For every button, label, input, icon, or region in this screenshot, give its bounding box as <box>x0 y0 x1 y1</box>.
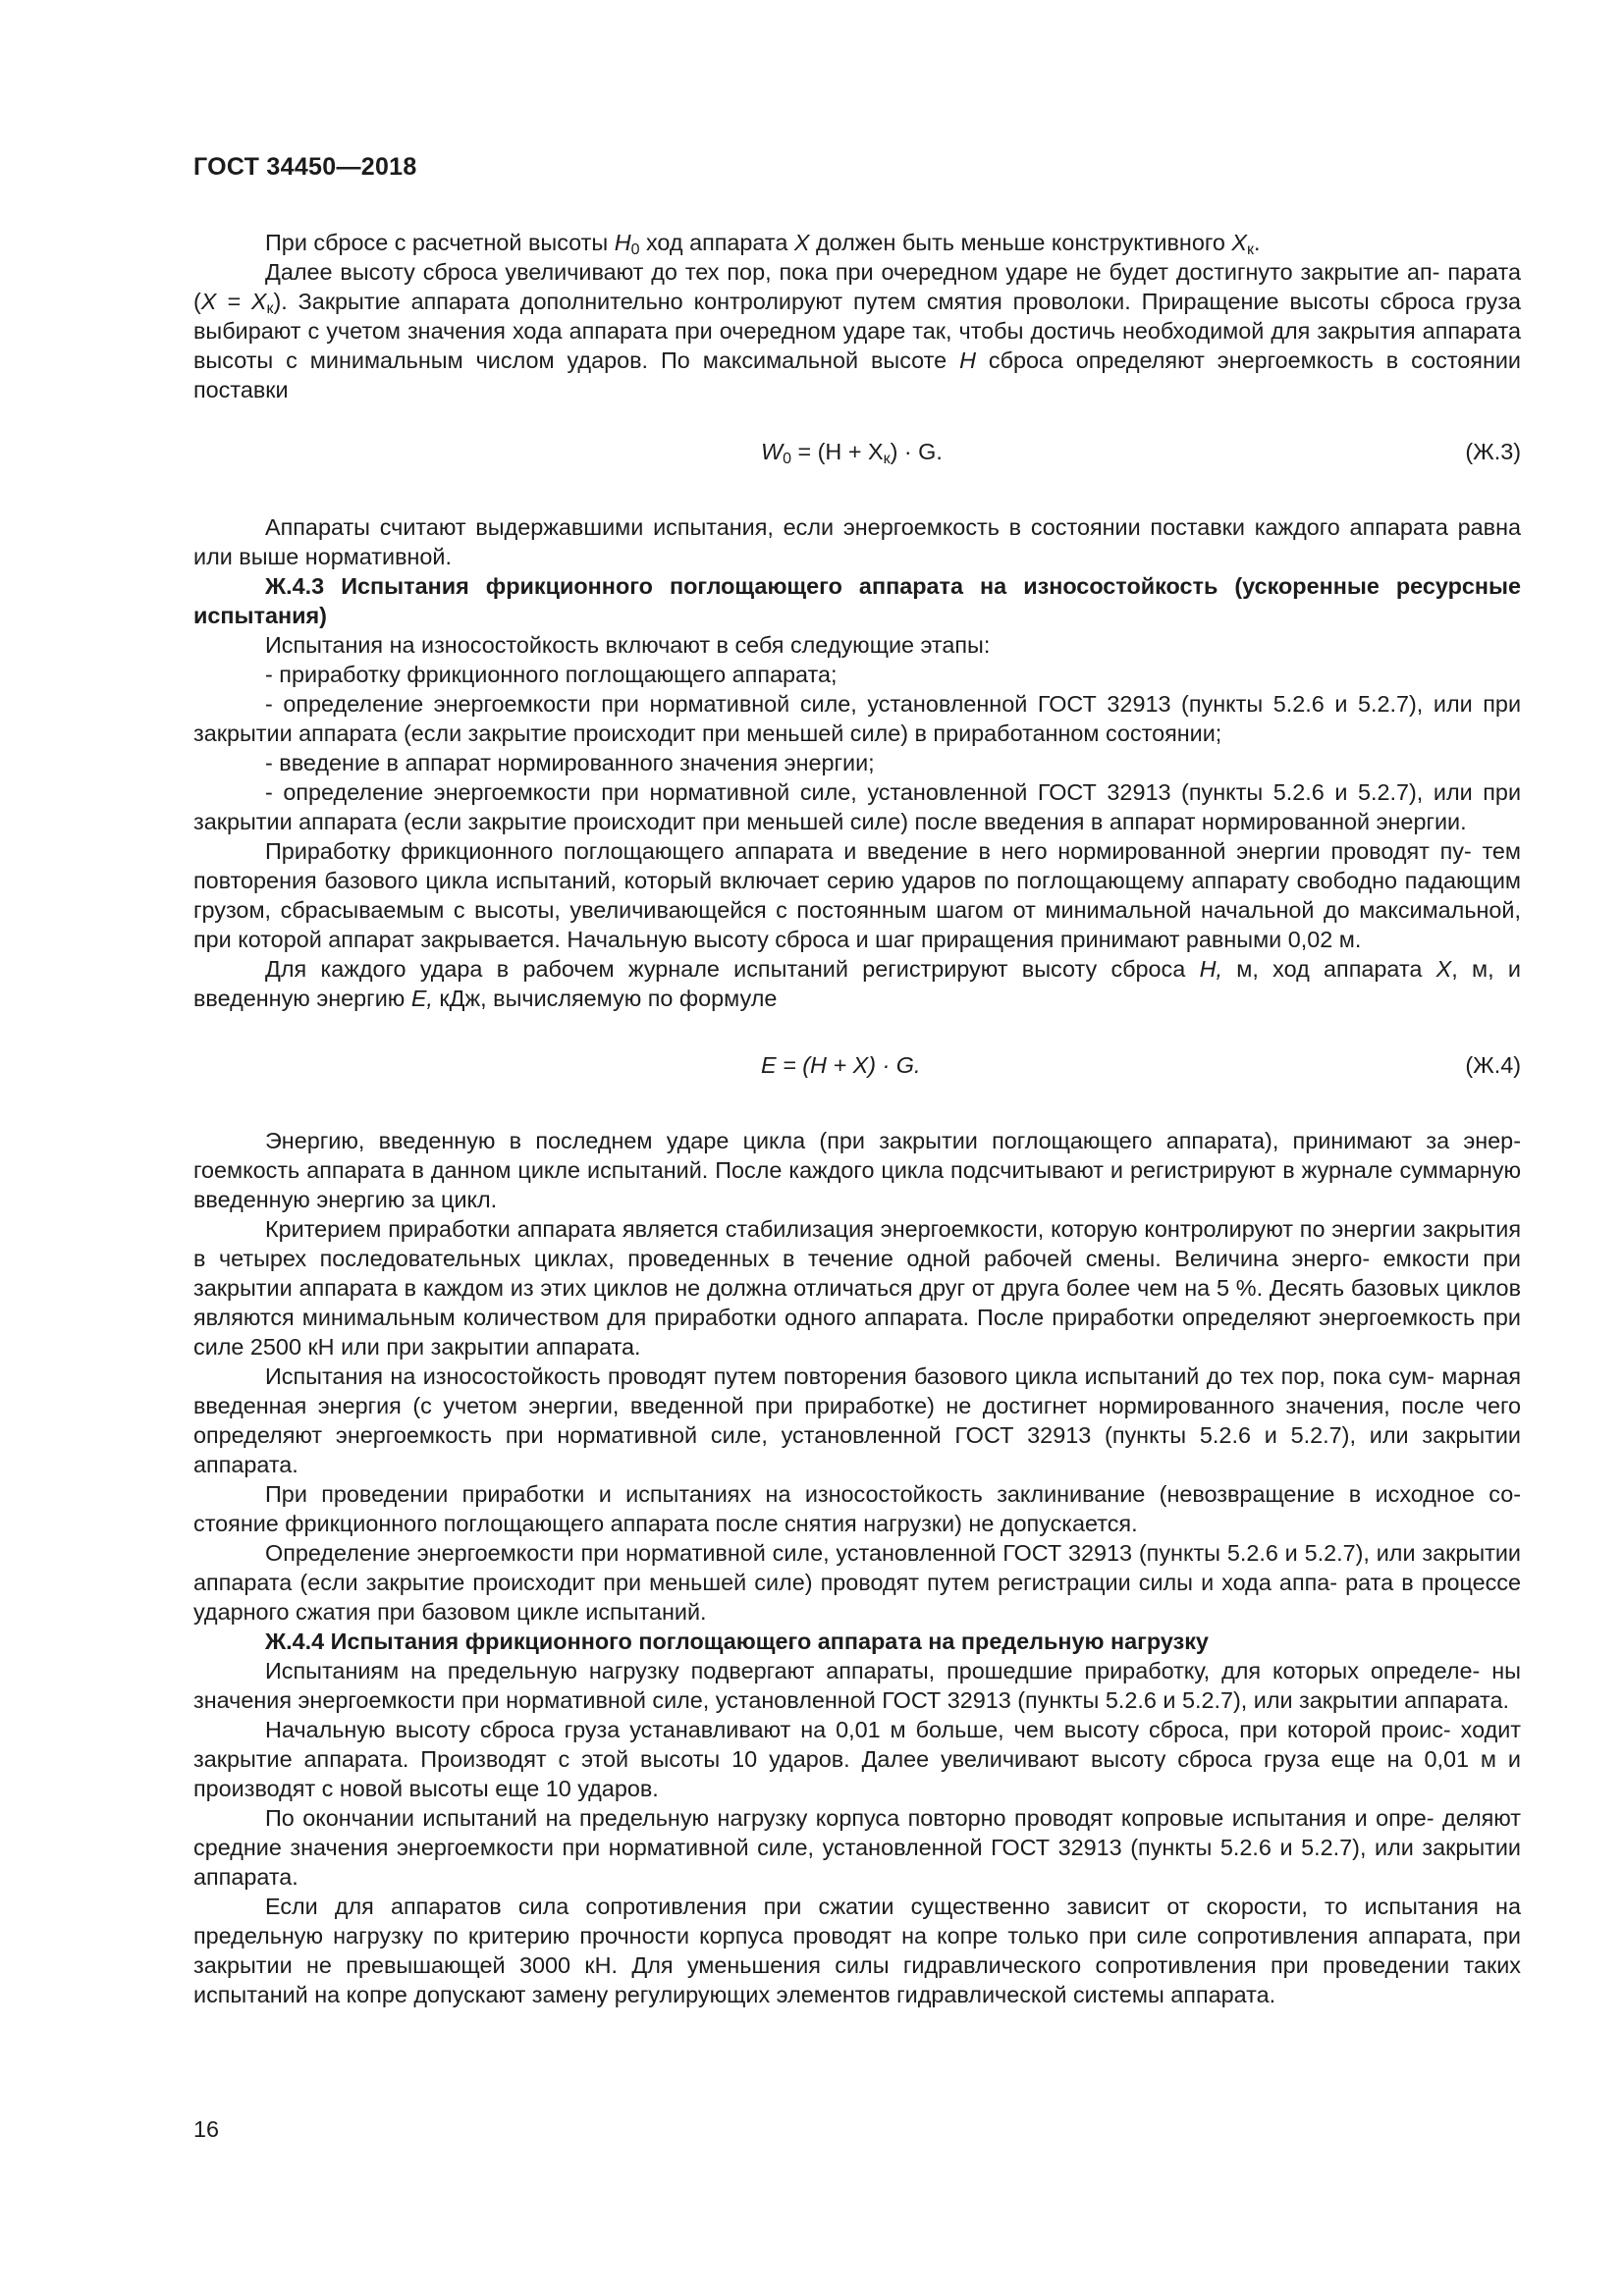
formula-number: (Ж.3) <box>1465 439 1521 464</box>
paragraph-jamming: При проведении приработки и испытаниях на износостойкость заклинивание (невозвращение в исходное со- стояние фрикционного поглощающего аппарата после снятия нагрузки) не допускается. <box>193 1481 1521 1536</box>
paragraph-run-in-criterion: Критерием приработки аппарата является стабилизация энергоемкости, которую контролируют по энергии закрытия в четырех последовательных циклах, проведенных в течение одной рабочей смены. Величина энерго- емкости при закрытии аппарата в каждом из этих циклов не должна отличаться друг от друга более чем на 5 %. Десять базовых циклов являются минимальным количеством для приработки одного аппарата. После приработки определяют энергоемкость при силе 2500 кН или при закрытии аппарата. <box>193 1216 1521 1360</box>
text-span: - определение энергоемкости при нормативной силе, установленной ГОСТ 32913 (пункты 5.2.6 и 5.2.7), или <box>265 691 1473 717</box>
paragraph-drop-height: При сбросе с расчетной высоты $H_0$ ход аппарата X должен быть меньше конструктивного $X_к$. <box>265 230 1261 258</box>
section-heading-zh-4-3: Ж.4.3 Испытания фрикционного поглощающего аппарата на износостойкость (ускоренные ресурсные испытания) <box>193 573 1521 628</box>
list-item <box>193 689 1521 748</box>
text-span: сброса определяют энергоемкость в состоянии поставки <box>193 347 1522 402</box>
text-span: при закрытии аппарата (если закрытие происходит при меньшей силе) после введения в аппарат нормированной энергии. <box>193 779 1522 834</box>
formula-part: = (H + X <box>790 439 884 464</box>
text-span: Для каждого удара в рабочем журнале испытаний регистрируют высоту сброса <box>265 956 1200 982</box>
paragraph-energy-capacity: Энергию, введенную в последнем ударе цикла (при закрытии поглощающего аппарата), принимают за энер- гоемкость аппарата в данном цикле испытаний. После каждого цикла подсчитывают и регистрируют в журнале суммарную введенную энергию за цикл. <box>193 1128 1521 1212</box>
subscript-k: к <box>883 451 891 467</box>
subscript-k: к <box>1246 241 1254 258</box>
paragraph-stages-intro: Испытания на износостойкость включают в себя следующие этапы: <box>265 632 991 658</box>
paragraph-repeat-tests: По окончании испытаний на предельную нагрузку корпуса повторно проводят копровые испытания и опре- деляют средние значения энергоемкости при нормативной силе, установленной ГОСТ 32913 (пункты 5.2.6 и 5.2.7), или закрытии аппарата. <box>193 1805 1521 1890</box>
symbol-h: H <box>614 230 631 255</box>
text-span: ). Закрытие аппарата дополнительно контролируют путем смятия проволоки. Приращение высоты сброса груза выбирают с учетом значения хода аппарата при очередном ударе так, чтобы достичь необходимой для закрытия аппарата высоты с минимальным числом ударов. По максимальной высоте <box>193 289 1521 373</box>
page-number: 16 <box>193 2116 220 2142</box>
formula-zh3 <box>193 437 1521 466</box>
subscript-k: к <box>266 300 274 317</box>
text-span: Далее высоту сброса увеличивают до тех пор, пока при очередном ударе не будет достигнуто закрытие ап- <box>265 259 1440 285</box>
paragraph-hydraulic: Если для аппаратов сила сопротивления при сжатии существенно зависит от скорости, то испытания на предельную нагрузку по критерию прочности корпуса проводят на копре только при силе сопротивления аппарата, при закрытии не превышающей 3000 кН. Для уменьшения силы гидравлического сопротивления при проведении таких испытаний на копре допускают замену регулирующих элементов гидравлической системы аппарата. <box>193 1894 1521 2007</box>
page-body <box>193 228 1521 2009</box>
paragraph-journal <box>193 954 1521 1013</box>
text-span: - определение энергоемкости при нормативной силе, установленной ГОСТ 32913 (пункты 5.2.6 и 5.2.7), или <box>265 779 1473 805</box>
subscript-0: 0 <box>783 451 791 467</box>
formula-zh4 <box>193 1050 1521 1080</box>
symbol-x-eq-xk: X = X <box>200 289 267 314</box>
symbol-x: X <box>1231 230 1247 255</box>
symbol-h: H, <box>1199 956 1222 982</box>
list-item <box>193 777 1521 836</box>
formula-part: ) · G. <box>890 439 943 464</box>
document-code: ГОСТ 34450—2018 <box>193 153 417 181</box>
paragraph-wear-test: Испытания на износостойкость проводят путем повторения базового цикла испытаний до тех пор, пока сум- марная введенная энергия (с учетом энергии, введенной при приработке) не достигнет нормированного значения, после чего определяют энергоемкость при нормативной силе, установленной ГОСТ 32913 (пункты 5.2.6 и 5.2.7), или закрытии аппарата. <box>193 1363 1521 1477</box>
text-span: кДж, вычисляемую по формуле <box>432 986 778 1011</box>
paragraph-drop-procedure <box>193 257 1521 404</box>
paragraph-determination: Определение энергоемкости при нормативной силе, установленной ГОСТ 32913 (пункты 5.2.6 и 5.2.7), или закрытии аппарата (если закрытие происходит при меньшей силе) проводят путем регистрации силы и хода аппа- рата в процессе ударного сжатия при базовом цикле испытаний. <box>193 1540 1521 1625</box>
section-heading-zh-4-4: Ж.4.4 Испытания фрикционного поглощающего аппарата на предельную нагрузку <box>265 1629 1209 1654</box>
symbol-w: W <box>761 439 784 464</box>
text-span: , м, и введенную энергию <box>193 956 1521 1011</box>
subscript-0: 0 <box>630 241 640 258</box>
text-span: парата ( <box>193 259 1521 314</box>
symbol-x: X <box>793 230 810 255</box>
formula-expression <box>761 437 943 466</box>
text-span: При сбросе с расчетной высоты <box>265 230 615 255</box>
text-span: должен быть меньше конструктивного <box>809 230 1232 255</box>
symbol-h: H <box>959 347 976 373</box>
symbol-e: E, <box>410 986 433 1011</box>
text-span: м, ход аппарата <box>1221 956 1436 982</box>
symbol-x: X <box>1435 956 1452 982</box>
formula-number: (Ж.4) <box>1465 1052 1521 1078</box>
paragraph-run-in: Приработку фрикционного поглощающего аппарата и введение в него нормированной энергии проводят пу- тем повторения базового цикла испытаний, который включает серию ударов по поглощающему аппарату свободно падающим грузом, сбрасываемым с высоты, увеличивающейся с постоянным шагом от минимальной начальной до максимальной, при которой аппарат закрывается. Начальную высоту сброса и шаг приращения принимают равными 0,02 м. <box>193 838 1521 952</box>
text-span: ход аппарата <box>639 230 794 255</box>
list-item: - приработку фрикционного поглощающего аппарата; <box>265 662 838 687</box>
paragraph-initial-height: Начальную высоту сброса груза устанавливают на 0,01 м больше, чем высоту сброса, при которой проис- ходит закрытие аппарата. Производят с этой высоты 10 ударов. Далее увеличивают высоту сброса груза еще на 0,01 м и производят с новой высоты еще 10 ударов. <box>193 1717 1521 1801</box>
paragraph-acceptance: Аппараты считают выдержавшими испытания, если энергоемкость в состоянии поставки каждого аппарата равна или выше нормативной. <box>193 514 1521 569</box>
list-item: - введение в аппарат нормированного значения энергии; <box>265 750 875 775</box>
formula-expression: E = (H + X) · G. <box>761 1052 921 1078</box>
paragraph-limit-load: Испытаниям на предельную нагрузку подвергают аппараты, прошедшие приработку, для которых определе- ны значения энергоемкости при нормативной силе, установленной ГОСТ 32913 (пункты 5.2.6 и 5.2.7), или закрытии аппарата. <box>193 1658 1521 1713</box>
text-span: при закрытии аппарата (если закрытие происходит при меньшей силе) в приработанном состоянии; <box>193 691 1522 746</box>
